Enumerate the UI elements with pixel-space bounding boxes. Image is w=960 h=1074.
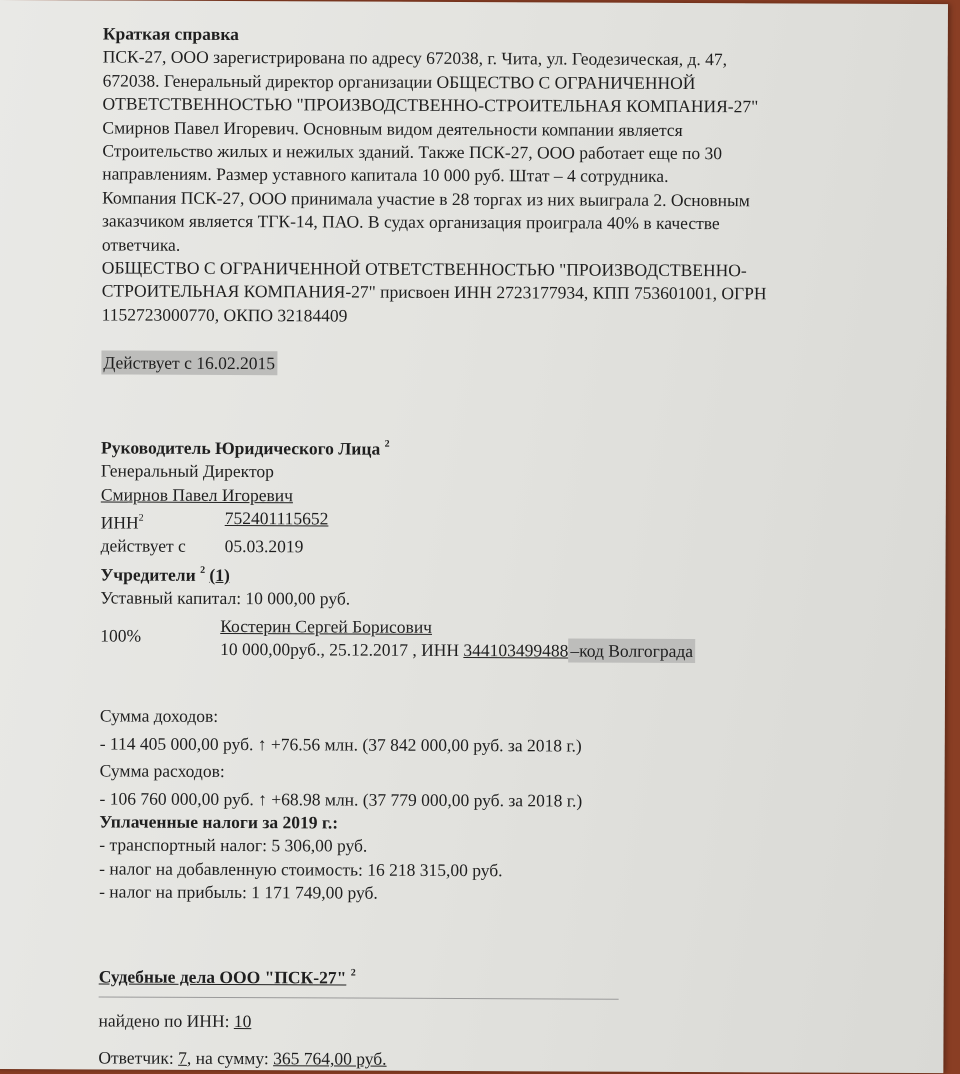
footnote-ref: 2 bbox=[350, 967, 356, 979]
defendant-sum-link[interactable]: 365 764,00 руб. bbox=[273, 1048, 387, 1070]
founders-title-text: Учредители bbox=[100, 564, 196, 585]
inn-label: ИНН bbox=[100, 512, 139, 533]
footnote-ref: 2 bbox=[384, 438, 390, 450]
head-title-text: Руководитель Юридического Лица bbox=[101, 437, 381, 459]
defendant-label: Ответчик: bbox=[98, 1047, 174, 1069]
income-label: Сумма доходов: bbox=[99, 705, 219, 727]
summary-line: направлениям. Размер уставного капитала 10 000 руб. Штат – 4 сотрудника. bbox=[102, 163, 669, 187]
since-value: 05.03.2019 bbox=[224, 536, 304, 557]
founders-section-title bbox=[100, 558, 880, 590]
summary-line: Компания ПСК-27, ООО принимала участие в 28 торгах из них выиграла 2. Основным bbox=[102, 187, 750, 211]
footnote-ref: 2 bbox=[138, 512, 144, 524]
tax-item: - налог на добавленную стоимость: 16 218 315,00 руб. bbox=[99, 858, 503, 880]
defendant-count-link[interactable]: 7 bbox=[178, 1048, 187, 1069]
summary-text bbox=[102, 46, 883, 330]
founder-details: 10 000,00руб., 25.12.2017 , ИНН bbox=[220, 638, 460, 660]
founder-row bbox=[100, 614, 880, 664]
summary-line: Строительство жилых и нежилых зданий. Также ПСК-27, ООО работает еще по 30 bbox=[102, 140, 723, 164]
document-body bbox=[98, 22, 883, 1073]
tax-item: - транспортный налог: 5 306,00 руб. bbox=[99, 834, 368, 856]
court-found-row bbox=[98, 1009, 878, 1036]
court-section-title bbox=[99, 960, 879, 992]
head-name-link[interactable]: Смирнов Павел Игоревич bbox=[100, 483, 294, 505]
founder-name-link[interactable]: Костерин Сергей Борисович bbox=[220, 615, 433, 637]
expense-label: Сумма расходов: bbox=[99, 760, 225, 782]
defendant-sum-label: , на сумму: bbox=[186, 1048, 269, 1069]
income-value: - 114 405 000,00 руб. ↑ +76.56 млн. (37 842 000,00 руб. за 2018 г.) bbox=[99, 733, 582, 756]
founder-inn-link[interactable]: 344103499488 bbox=[463, 639, 569, 661]
active-since-row bbox=[101, 352, 881, 379]
head-inn-link[interactable]: 752401115652 bbox=[224, 507, 329, 529]
founder-share: 100% bbox=[100, 624, 142, 646]
summary-line: ответчика. bbox=[101, 234, 181, 255]
found-count-link[interactable]: 10 bbox=[233, 1011, 252, 1032]
founders-count-link[interactable]: (1) bbox=[209, 564, 230, 585]
court-defendant-row bbox=[98, 1047, 878, 1074]
footnote-ref: 2 bbox=[200, 564, 206, 576]
tax-item: - налог на прибыль: 1 171 749,00 руб. bbox=[99, 881, 378, 903]
head-position: Генеральный Директор bbox=[100, 460, 274, 482]
summary-line: Смирнов Павел Игоревич. Основным видом деятельности компании является bbox=[102, 117, 683, 140]
authorized-capital: Уставный капитал: 10 000,00 руб. bbox=[100, 587, 351, 609]
since-label: действует с bbox=[100, 535, 186, 557]
found-label: найдено по ИНН: bbox=[98, 1010, 230, 1032]
head-section-title bbox=[101, 431, 881, 463]
founder-note-highlight: –код Волгограда bbox=[568, 638, 695, 663]
taxes-title: Уплаченные налоги за 2019 г.: bbox=[99, 811, 339, 833]
summary-line: ОБЩЕСТВО С ОГРАНИЧЕННОЙ ОТВЕТСТВЕННОСТЬЮ "ПРОИЗВОДСТВЕННО- bbox=[101, 257, 747, 281]
summary-line: ОТВЕТСТВЕННОСТЬЮ "ПРОИЗВОДСТВЕННО-СТРОИТЕЛЬНАЯ КОМПАНИЯ-27" bbox=[102, 93, 759, 117]
head-inn-row bbox=[101, 506, 881, 538]
active-since-badge: Действует с 16.02.2015 bbox=[101, 351, 277, 376]
summary-line: заказчиком является ТГК-14, ПАО. В судах организация проиграла 40% в качестве bbox=[101, 210, 720, 234]
expense-value: - 106 760 000,00 руб. ↑ +68.98 млн. (37 779 000,00 руб. за 2018 г.) bbox=[99, 788, 583, 811]
court-title-link[interactable]: Судебные дела ООО "ПСК-27" bbox=[98, 966, 347, 988]
head-since-row bbox=[101, 535, 881, 562]
summary-title: Краткая справка bbox=[102, 23, 239, 45]
summary-line: 1152723000770, ОКПО 32184409 bbox=[101, 304, 348, 326]
summary-line: 672038. Генеральный директор организации ОБЩЕСТВО С ОГРАНИЧЕННОЙ bbox=[102, 70, 696, 93]
summary-line: ПСК-27, ООО зарегистрирована по адресу 672038, г. Чита, ул. Геодезическая, д. 47, bbox=[102, 46, 728, 70]
summary-line: СТРОИТЕЛЬНАЯ КОМПАНИЯ-27" присвоен ИНН 2723177934, КПП 753601001, ОГРН bbox=[101, 280, 767, 304]
